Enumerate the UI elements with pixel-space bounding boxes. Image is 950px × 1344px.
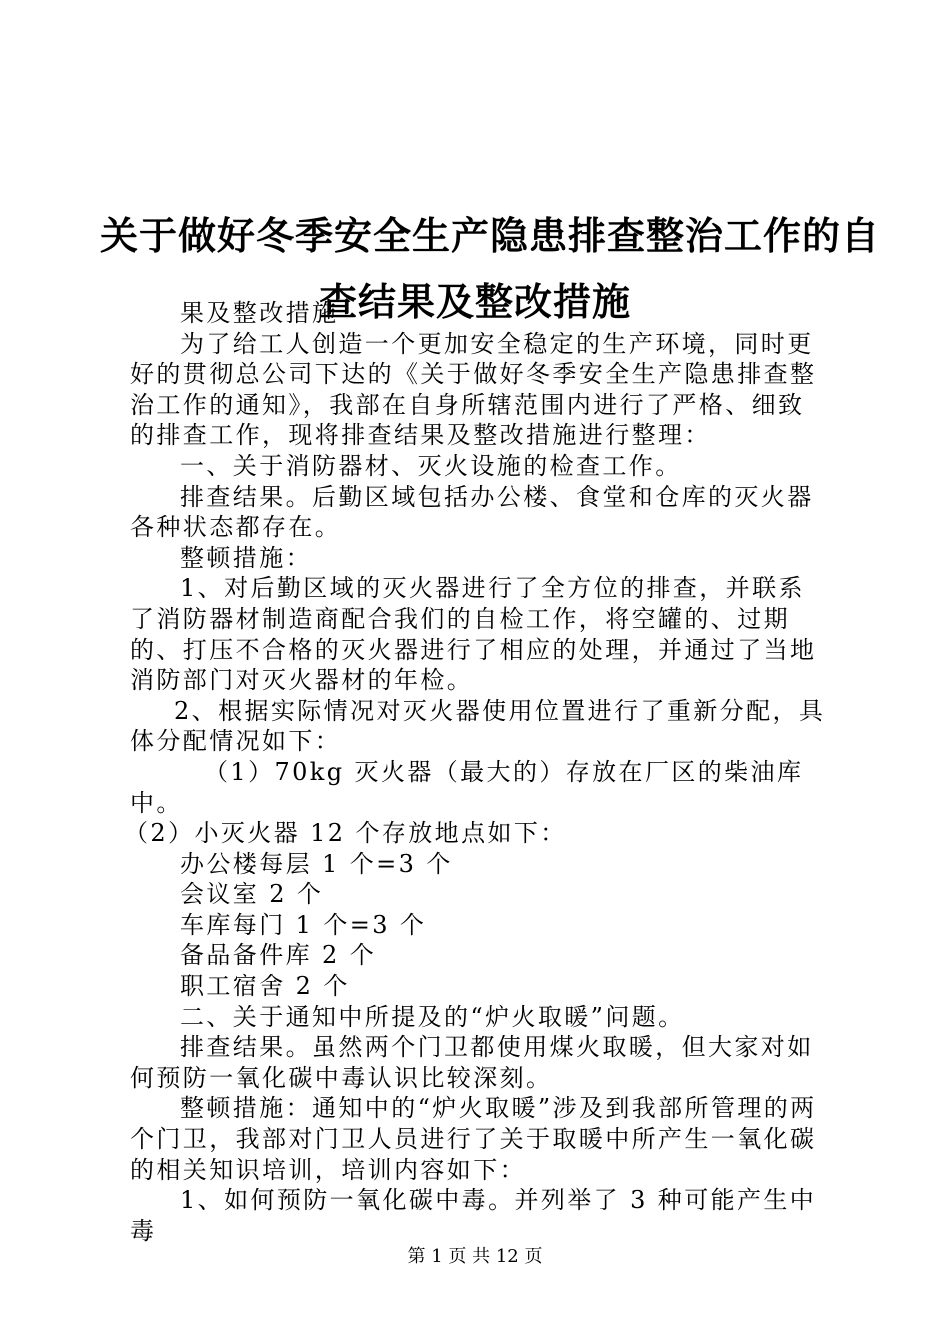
page-footer: 第 1 页 共 12 页 (407, 1246, 543, 1267)
paragraph-inspection-result-1: 排查结果。后勤区域包括办公楼、食堂和仓库的灭火器各种状态都存在。 (130, 482, 814, 542)
section-heading-2: 二、关于通知中所提及的“炉火取暖”问题。 (180, 1002, 685, 1031)
list-item-garage: 车库每门 1 个=3 个 (180, 910, 427, 939)
paragraph-subtitle-fragment: 果及整改措施 (180, 299, 339, 327)
paragraph-intro: 为了给工人创造一个更加安全稳定的生产环境，同时更好的贯彻总公司下达的《关于做好冬季安全生产隐患排查整治工作的通知》，我部在自身所辖范围内进行了严格、细致的排查工作，现将排查结果及整改措施进行整理： (130, 329, 817, 450)
paragraph-allocation-1: （1）70kg 灭火器（最大的）存放在厂区的柴油库中。 (130, 757, 804, 817)
title-line-2: 查结果及整改措施 (318, 280, 631, 325)
paragraph-measures-2: 整顿措施：通知中的“炉火取暖”涉及到我部所管理的两个门卫，我部对门卫人员进行了关于取暖中所产生一氧化碳的相关知识培训，培训内容如下： (130, 1094, 817, 1184)
title-line-1: 关于做好冬季安全生产隐患排查整治工作的自 (100, 214, 881, 259)
paragraph-measures-label-1: 整顿措施： (180, 543, 312, 572)
paragraph-training-item-1: 1、如何预防一氧化碳中毒。并列举了 3 种可能产生中毒 (130, 1186, 817, 1245)
document-body (124, 298, 830, 1246)
list-item-meeting-room: 会议室 2 个 (180, 880, 324, 909)
paragraph-measure-2: 2、根据实际情况对灭火器使用位置进行了重新分配，具体分配情况如下： (130, 696, 826, 756)
paragraph-measure-1: 1、对后勤区域的灭火器进行了全方位的排查，并联系了消防器材制造商配合我们的自检工作，将空罐的、过期的、打压不合格的灭火器进行了相应的处理，并通过了当地消防部门对灭火器材的年检。 (130, 574, 817, 695)
paragraph-allocation-2: （2）小灭火器 12 个存放地点如下： (124, 819, 567, 848)
paragraph-inspection-result-2: 排查结果。虽然两个门卫都使用煤火取暖，但大家对如何预防一氧化碳中毒认识比较深刻。 (130, 1033, 814, 1092)
section-heading-1: 一、关于消防器材、灭火设施的检查工作。 (180, 451, 682, 480)
list-item-spare-parts-store: 备品备件库 2 个 (180, 941, 377, 970)
list-item-office-building: 办公楼每层 1 个=3 个 (180, 849, 453, 878)
list-item-staff-dormitory: 职工宿舍 2 个 (180, 972, 350, 1001)
